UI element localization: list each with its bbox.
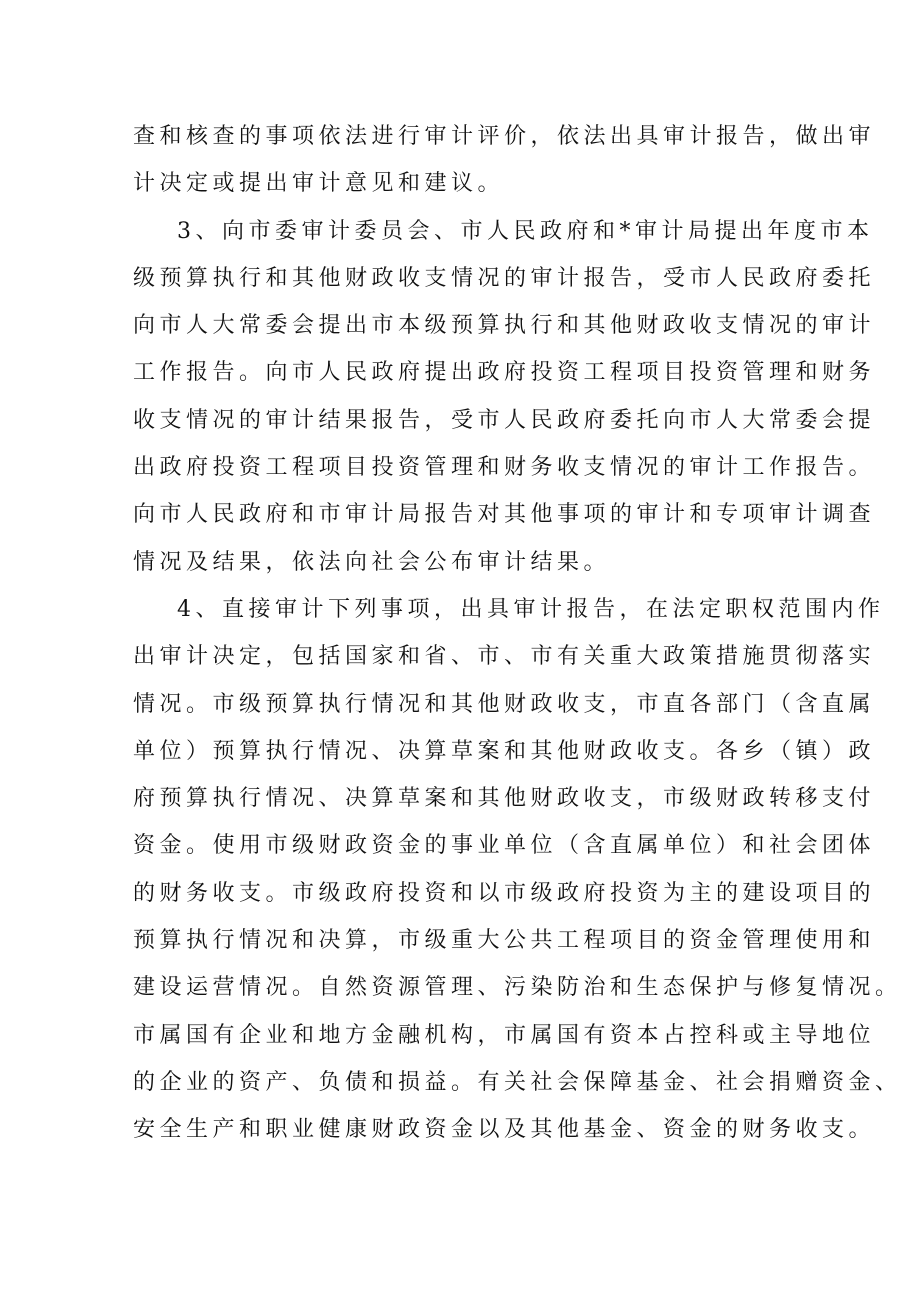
text-line: 安全生产和职业健康财政资金以及其他基金、资金的财务收支。 [133, 1117, 876, 1143]
text-line: 出政府投资工程项目投资管理和财务收支情况的审计工作报告。 [133, 455, 876, 481]
text-line: 工作报告。向市人民政府提出政府投资工程项目投资管理和财务 [133, 360, 876, 386]
text-line: 建设运营情况。自然资源管理、污染防治和生态保护与修复情况。 [133, 975, 902, 1001]
text-line: 的财务收支。市级政府投资和以市级政府投资为主的建设项目的 [133, 880, 876, 906]
text-line: 预算执行情况和决算，市级重大公共工程项目的资金管理使用和 [133, 928, 876, 954]
text-line: 查和核查的事项依法进行审计评价，依法出具审计报告，做出审 [133, 124, 876, 149]
paragraph-4-start: 4、直接审计下列事项，出具审计报告，在法定职权范围内作 [177, 596, 885, 622]
paragraph-3-start: 3、向市委审计委员会、市人民政府和*审计局提出年度市本 [177, 218, 874, 244]
text-line: 资金。使用市级财政资金的事业单位（含直属单位）和社会团体 [133, 833, 876, 859]
text-line: 情况及结果，依法向社会公布审计结果。 [133, 549, 611, 575]
text-line: 出审计决定，包括国家和省、市、市有关重大政策措施贯彻落实 [133, 644, 876, 670]
text-line: 的企业的资产、负债和损益。有关社会保障基金、社会捐赠资金、 [133, 1069, 902, 1095]
document-body [133, 113, 902, 1154]
text-line: 市属国有企业和地方金融机构，市属国有资本占控科或主导地位 [133, 1022, 876, 1048]
text-line: 向市人民政府和市审计局报告对其他事项的审计和专项审计调查 [133, 502, 876, 528]
text-line: 单位）预算执行情况、决算草案和其他财政收支。各乡（镇）政 [133, 738, 876, 764]
text-line: 级预算执行和其他财政收支情况的审计报告，受市人民政府委托 [133, 265, 876, 291]
text-line: 收支情况的审计结果报告，受市人民政府委托向市人大常委会提 [133, 407, 876, 433]
text-line: 情况。市级预算执行情况和其他财政收支，市直各部门（含直属 [133, 691, 876, 717]
text-line: 向市人大常委会提出市本级预算执行和其他财政收支情况的审计 [133, 313, 876, 339]
text-line: 计决定或提出审计意见和建议。 [133, 171, 505, 197]
text-line: 府预算执行情况、决算草案和其他财政收支，市级财政转移支付 [133, 786, 876, 812]
